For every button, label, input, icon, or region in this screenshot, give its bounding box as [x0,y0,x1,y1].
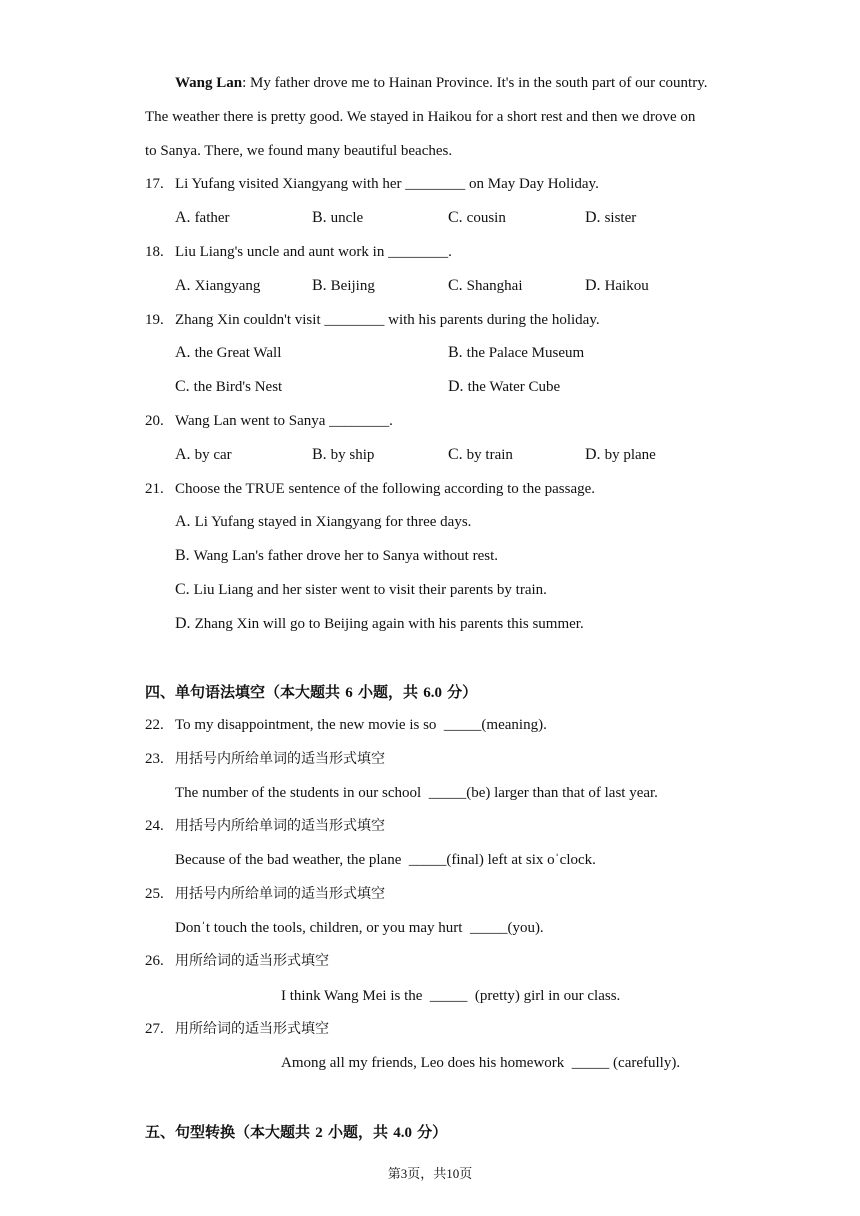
option-c[interactable] [448,445,513,465]
option-a[interactable] [175,276,260,296]
section-heading-mid: 小题，共 [322,1123,394,1141]
option-a[interactable] [175,445,232,465]
question-sentence: Donˈt touch the tools, children, or you may hurt _____(you). [175,920,544,936]
option-letter: D. [585,446,601,463]
option-d[interactable] [585,208,636,228]
option-a[interactable] [175,208,230,228]
option-text: Zhang Xin will go to Beijing again with his parents this summer. [194,616,584,632]
option-text: sister [604,210,637,226]
option-letter: A. [175,446,191,463]
option-c[interactable] [175,580,547,600]
question-instruction: 用所给词的适当形式填空 [175,1021,329,1037]
question-sentence: Because of the bad weather, the plane _____(final) left at six oˈclock. [175,852,596,868]
section-heading-mid: 小题，共 [352,683,424,701]
section-heading-suffix: 分） [411,1123,448,1141]
option-b[interactable] [448,343,584,363]
section-question-count: 6 [345,685,353,701]
passage-line-2: The weather there is pretty good. We stayed in Haikou for a short rest and then we drove on [145,109,696,125]
question-number: 27. [145,1021,164,1037]
option-text: Shanghai [466,278,523,294]
question-number: 18. [145,244,164,260]
question-instruction: 用括号内所给单词的适当形式填空 [175,886,385,902]
option-letter: D. [585,277,601,294]
option-c[interactable] [175,377,282,397]
option-text: by train [466,447,513,463]
option-d[interactable] [585,445,656,465]
section-heading [145,1121,447,1142]
option-letter: A. [175,277,191,294]
option-text: Xiangyang [194,278,261,294]
option-text: uncle [330,210,364,226]
question-text: Liu Liang's uncle and aunt work in ________. [175,244,452,260]
question-sentence: I think Wang Mei is the _____ (pretty) girl in our class. [281,988,621,1004]
option-letter: B. [175,547,190,564]
option-a[interactable] [175,343,281,363]
question-number: 26. [145,953,164,969]
question-text: Zhang Xin couldn't visit ________ with his parents during the holiday. [175,312,600,328]
option-d[interactable] [585,276,649,296]
option-letter: D. [448,378,464,395]
option-text: the Water Cube [467,379,561,395]
passage-text-1: : My father drove me to Hainan Province. It's in the south part of our country. [242,75,708,91]
option-letter: C. [175,378,190,395]
section-heading-prefix: 五、句型转换（本大题共 [145,1123,316,1141]
option-text: Haikou [604,278,649,294]
passage-line-3: to Sanya. There, we found many beautiful beaches. [145,143,453,159]
option-letter: B. [312,446,327,463]
section-heading [145,681,477,702]
option-letter: B. [312,277,327,294]
question-number: 20. [145,413,164,429]
option-text: by car [194,447,232,463]
option-text: father [194,210,230,226]
question-number: 19. [145,312,164,328]
question-sentence: The number of the students in our school _____(be) larger than that of last year. [175,785,658,801]
question-number: 22. [145,717,164,733]
option-text: Beijing [330,278,375,294]
question-text: To my disappointment, the new movie is so _____(meaning). [175,717,547,733]
option-d[interactable] [175,614,584,634]
section-question-count: 2 [315,1125,323,1141]
option-letter: D. [585,209,601,226]
section-heading-prefix: 四、单句语法填空（本大题共 [145,683,346,701]
option-text: cousin [466,210,506,226]
option-letter: B. [312,209,327,226]
option-b[interactable] [175,546,498,566]
section-score: 6.0 [423,685,442,701]
option-c[interactable] [448,276,523,296]
question-number: 25. [145,886,164,902]
option-letter: A. [175,209,191,226]
option-letter: D. [175,615,191,632]
question-instruction: 用所给词的适当形式填空 [175,953,329,969]
section-heading-suffix: 分） [441,683,478,701]
option-letter: A. [175,513,191,530]
option-text: by ship [330,447,375,463]
question-text: Li Yufang visited Xiangyang with her ________ on May Day Holiday. [175,176,599,192]
option-letter: C. [448,277,463,294]
option-d[interactable] [448,377,560,397]
question-text: Choose the TRUE sentence of the following according to the passage. [175,481,596,497]
option-text: by plane [604,447,656,463]
option-text: Liu Liang and her sister went to visit their parents by train. [193,582,547,598]
option-letter: C. [175,581,190,598]
option-c[interactable] [448,208,506,228]
option-text: Li Yufang stayed in Xiangyang for three days. [194,514,472,530]
question-sentence: Among all my friends, Leo does his homework _____ (carefully). [281,1055,681,1071]
option-text: the Palace Museum [466,345,585,361]
question-instruction: 用括号内所给单词的适当形式填空 [175,751,385,767]
option-b[interactable] [312,208,363,228]
option-letter: A. [175,344,191,361]
speaker-name: Wang Lan [175,75,243,91]
option-a[interactable] [175,512,471,532]
section-score: 4.0 [393,1125,412,1141]
question-number: 24. [145,818,164,834]
option-letter: C. [448,446,463,463]
option-letter: B. [448,344,463,361]
option-b[interactable] [312,445,374,465]
option-b[interactable] [312,276,375,296]
passage-line-1 [175,73,708,93]
question-number: 17. [145,176,164,192]
option-text: the Great Wall [194,345,282,361]
page-footer: 第3页，共10页 [387,1166,473,1181]
question-instruction: 用括号内所给单词的适当形式填空 [175,818,385,834]
option-letter: C. [448,209,463,226]
question-number: 21. [145,481,164,497]
option-text: Wang Lan's father drove her to Sanya without rest. [193,548,498,564]
question-text: Wang Lan went to Sanya ________. [175,413,393,429]
option-text: the Bird's Nest [193,379,283,395]
question-number: 23. [145,751,164,767]
